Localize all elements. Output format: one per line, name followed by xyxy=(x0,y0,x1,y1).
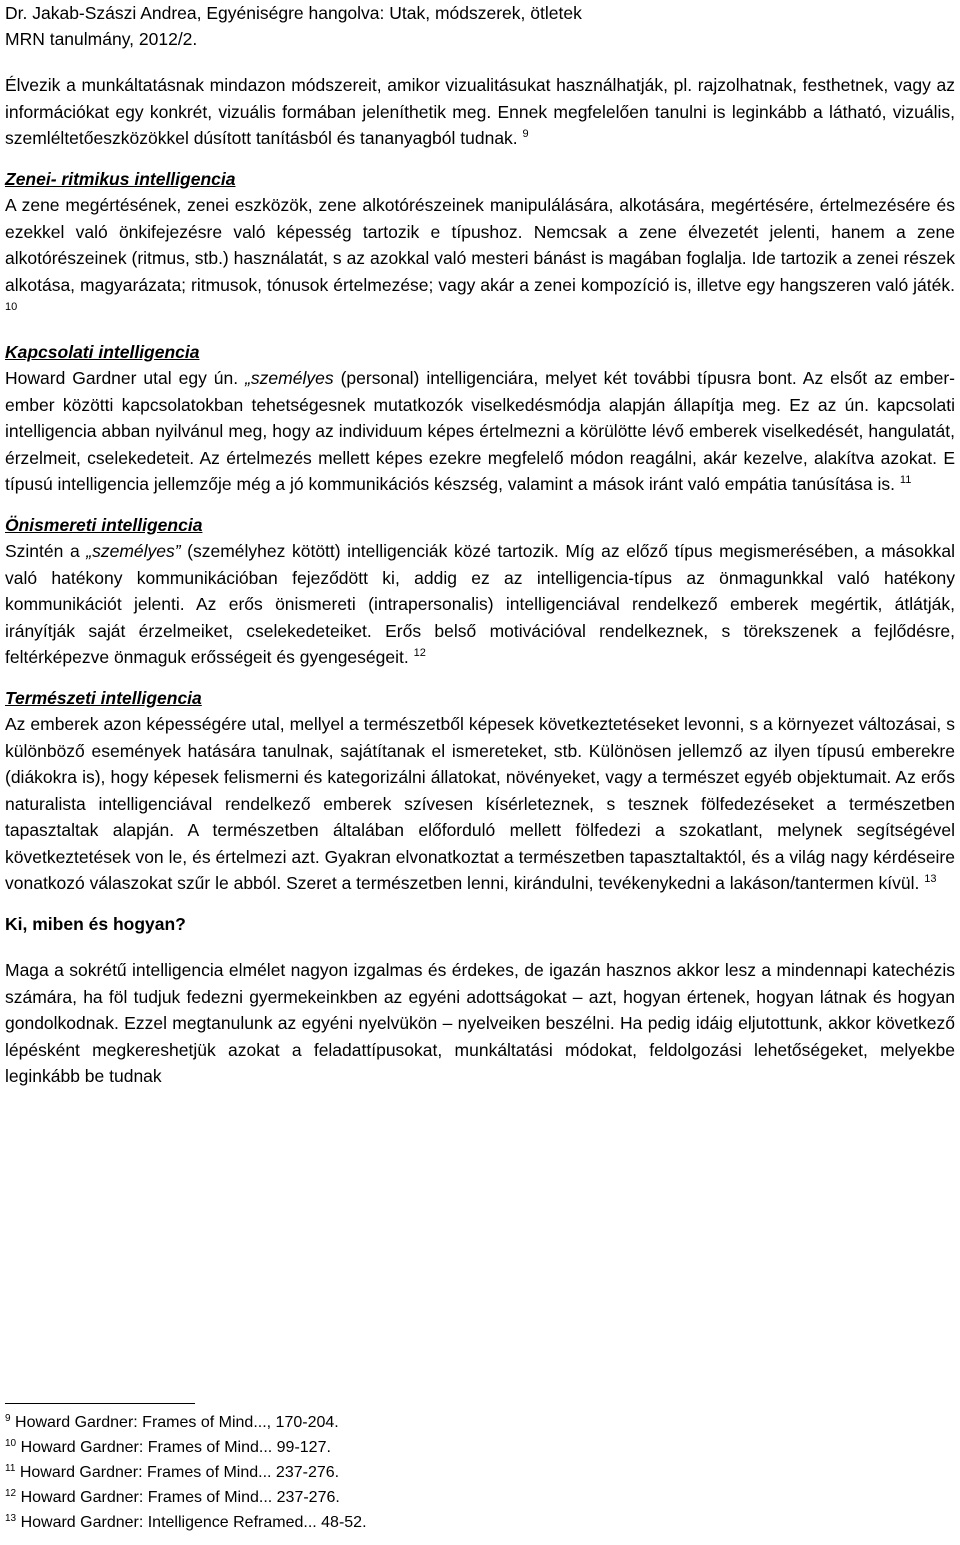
footnote-number: 13 xyxy=(5,1513,17,1524)
intro-text: Élvezik a munkáltatásnak mindazon módszereit, amikor vizualitásukat használhatják, pl. rajzolhatnak, festhetnek, vagy az információkat egy konkrét, vizuális formában jeleníthetik meg. Ennek megfelelően tanulni is leginkább a látható, vizuális, szemléltetőeszközökkel dúsított tanításból és tananyagból tudnak. xyxy=(5,75,955,148)
section-title-naturalist: Természeti intelligencia xyxy=(5,687,202,708)
naturalist-text: Az emberek azon képességére utal, mellyel a természetből képesek következtetéseket levonni, s a környezet változásai, s különböző események hatására tanulnak, sajátítanak el ismereteket, stb. Különösen jellemző az ilyen típusú emberekre (diákokra is), hogy képesek felismerni és kategorizálni állatokat, növényeket, vagy a természet egyéb objektumait. Az erős naturalista intelligenciával rendelkező emberek szívesen kísérleteznek, s tesznek fölfedezéseket a természetben tapasztaltak alapján. A természetben általában előforduló mellett fölfedezi a szokatlant, melynek segítségével következtetések von le, és értelmezi azt. Gyakran elvonatkoztat a természetben tapasztaltaktól, és a világ nagy kérdéseire vonatkozó válaszokat szűr le abból. Szeret a természetben lenni, kirándulni, tevékenykedni a lakáson/tantermen kívül. xyxy=(5,714,955,893)
footnote-number: 12 xyxy=(5,1488,17,1499)
section-title-who: Ki, miben és hogyan? xyxy=(5,913,186,934)
footnote-separator xyxy=(5,1403,195,1404)
header-publication: MRN tanulmány, 2012/2. xyxy=(5,29,198,49)
footnotes xyxy=(5,1410,905,1535)
interpersonal-paragraph xyxy=(5,365,955,498)
section-title-intrapersonal: Önismereti intelligencia xyxy=(5,514,203,535)
footnote-ref-9[interactable]: 9 xyxy=(522,128,529,140)
section-title-music: Zenei- ritmikus intelligencia xyxy=(5,168,236,189)
footnote-11 xyxy=(5,1460,905,1485)
footnote-text: Howard Gardner: Intelligence Reframed... 48-52. xyxy=(16,1514,367,1531)
music-paragraph xyxy=(5,192,955,325)
footnote-text: Howard Gardner: Frames of Mind... 237-276. xyxy=(15,1464,340,1481)
who-paragraph: Maga a sokrétű intelligencia elmélet nagyon izgalmas és érdekes, de igazán hasznos akkor lesz a mindennapi katechézis számára, ha föl tudjuk fedezni gyermekeinkben az egyéni adottságokat – azt, hogyan értenek, hogyan látnak és hogyan gondolkodnak. Ezzel megtanulunk az egyéni nyelvükön – nyelveiken beszélni. Ha pedig idáig eljutottunk, akkor következő lépésként megkereshetjük azokat a feladattípusokat, munkáltatási módokat, feldolgozási lehetőségeket, melyekbe leginkább be tudnak xyxy=(5,960,955,1086)
footnote-number: 11 xyxy=(5,1463,16,1474)
interpersonal-text-b: (personal) intelligenciára, melyet két további típusra bont. Az elsőt az ember-ember közötti kapcsolatokban tehetségesnek mutatkozók viselkedésmódja alapján állapítja meg. Ez az ún. kapcsolati intelligencia abban nyilvánul meg, hogy az individuum képes értelmezni a körülötte lévő emberek viselkedését, hangulatát, érzelmeit, cselekedeteit. Az értelmezés mellett képes ezekre megfelelő módon reagálni, akár kezelve, alakítva azokat. E típusú intelligencia jellemzője még a jó kommunikációs készség, valamint a mások iránt való empátia tanúsítása is. xyxy=(5,368,955,494)
intro-paragraph xyxy=(5,72,955,152)
footnote-13 xyxy=(5,1510,905,1535)
running-header xyxy=(5,0,955,52)
intrapersonal-paragraph xyxy=(5,538,955,671)
intrapersonal-text-b: (személyhez kötött) intelligenciák közé tartozik. Míg az előző típus megismerésében, a másokkal való hatékony kommunikációban fejeződött ki, addig ez az intelligencia-típus az önmagunkkal való hatékony kommunikációt jelenti. Az erős önismereti (intrapersonalis) intelligenciával rendelkező emberek megértik, átlátják, irányítják saját érzelmeiket, cselekedeteiket. Erős belső motivációval rendelkeznek, s törekszenek a fejlődésre, feltérképezve önmaguk erősségeit és gyengeségeit. xyxy=(5,541,955,667)
footnote-ref-10[interactable]: 10 xyxy=(5,301,18,313)
footnote-number: 10 xyxy=(5,1438,17,1449)
naturalist-paragraph xyxy=(5,711,955,897)
footnote-text: Howard Gardner: Frames of Mind..., 170-204. xyxy=(10,1414,339,1431)
footnote-9 xyxy=(5,1410,905,1435)
footnote-ref-12[interactable]: 12 xyxy=(413,647,426,659)
music-text: A zene megértésének, zenei eszközök, zene alkotórészeinek manipulálására, alkotására, megértésére, értelmezésére és ezekkel való önkifejezésre való képesség tartozik e típushoz. Nemcsak a zene élvezetét jelenti, hanem a zene alkotórészeinek (ritmus, stb.) használatát, s az azokkal való mesteri bánást is magában foglalja. Ide tartozik a zenei részek alkotása, magyarázata; ritmusok, tónusok értelmezése; vagy akár a zenei kompozíció is, illetve egy hangszeren való játék. xyxy=(5,195,955,295)
interpersonal-emphasis: „személyes xyxy=(245,368,334,388)
footnote-10 xyxy=(5,1435,905,1460)
footnote-number: 9 xyxy=(5,1413,11,1424)
footnote-text: Howard Gardner: Frames of Mind... 237-276. xyxy=(16,1489,340,1506)
section-title-interpersonal: Kapcsolati intelligencia xyxy=(5,341,200,362)
header-author-title: Dr. Jakab-Szászi Andrea, Egyéniségre hangolva: Utak, módszerek, ötletek xyxy=(5,3,582,23)
footnote-ref-11[interactable]: 11 xyxy=(899,474,912,486)
footnote-ref-13[interactable]: 13 xyxy=(924,873,937,885)
footnote-text: Howard Gardner: Frames of Mind... 99-127. xyxy=(16,1439,331,1456)
interpersonal-text-a: Howard Gardner utal egy ún. xyxy=(5,368,246,388)
intrapersonal-emphasis: „személyes” xyxy=(86,541,181,561)
intrapersonal-text-a: Szintén a xyxy=(5,541,87,561)
footnote-12 xyxy=(5,1485,905,1510)
